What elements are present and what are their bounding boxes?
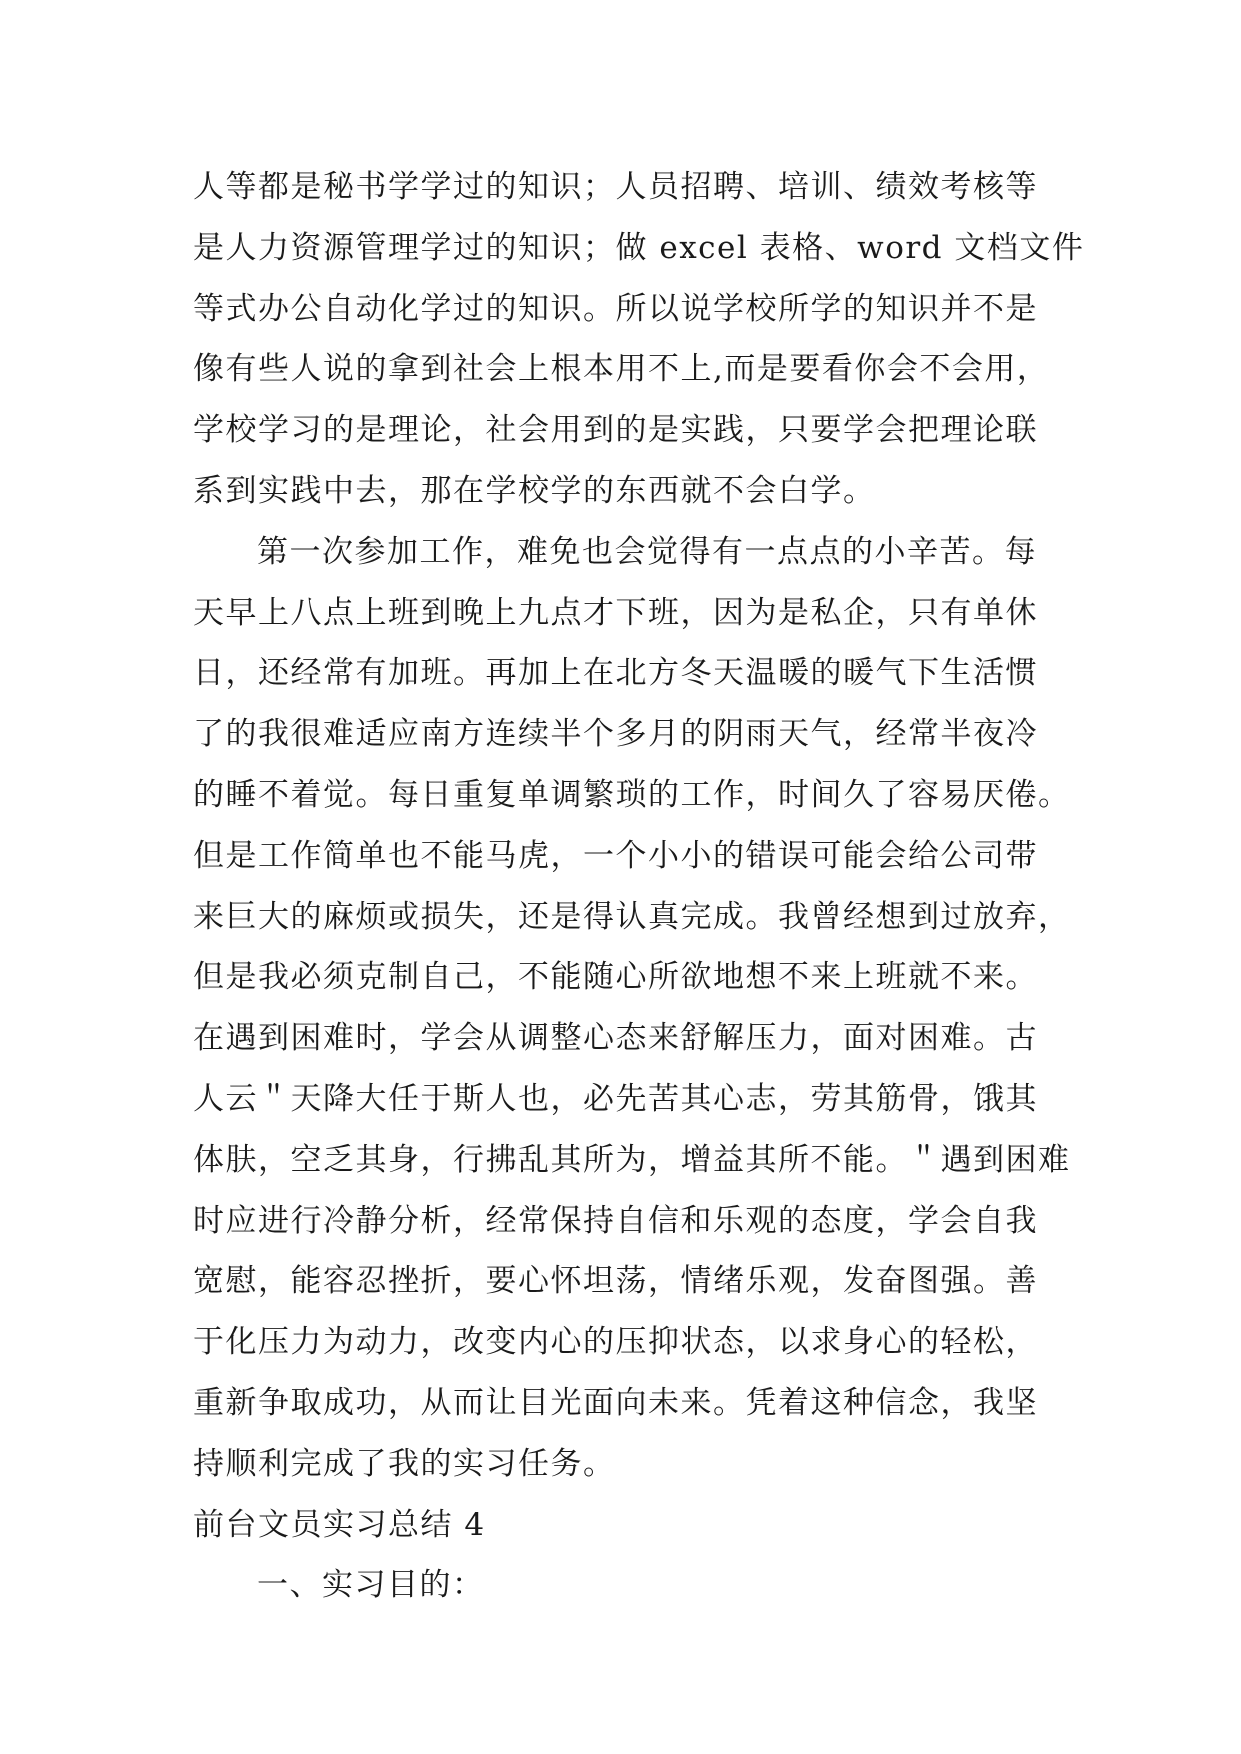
paragraph-line: 了的我很难适应南方连续半个多月的阴雨天气，经常半夜冷 bbox=[193, 716, 1038, 753]
paragraph-line: 体肤，空乏其身，行拂乱其所为，增益其所不能。＂遇到困难 bbox=[193, 1141, 1071, 1178]
paragraph-line: 于化压力为动力，改变内心的压抑状态，以求身心的轻松， bbox=[193, 1324, 1038, 1361]
paragraph-line: 第一次参加工作，难免也会觉得有一点点的小辛苦。每 bbox=[257, 533, 1037, 570]
paragraph-line: 宽慰，能容忍挫折，要心怀坦荡，情绪乐观，发奋图强。善 bbox=[193, 1263, 1038, 1300]
section-title: 前台文员实习总结 4 bbox=[193, 1506, 486, 1543]
paragraph-line: 等式办公自动化学过的知识。所以说学校所学的知识并不是 bbox=[193, 290, 1038, 327]
paragraph-line: 学校学习的是理论，社会用到的是实践，只要学会把理论联 bbox=[193, 412, 1038, 449]
paragraph-line: 来巨大的麻烦或损失，还是得认真完成。我曾经想到过放弃， bbox=[193, 898, 1071, 935]
subsection-title: 一、实习目的： bbox=[257, 1567, 485, 1604]
paragraph-line: 天早上八点上班到晚上九点才下班，因为是私企，只有单休 bbox=[193, 594, 1038, 631]
paragraph-line: 系到实践中去，那在学校学的东西就不会白学。 bbox=[193, 472, 876, 509]
paragraph-line: 在遇到困难时，学会从调整心态来舒解压力，面对困难。古 bbox=[193, 1020, 1038, 1057]
paragraph-line: 是人力资源管理学过的知识；做 excel 表格、word 文档文件 bbox=[193, 229, 1085, 266]
paragraph-line: 人云＂天降大任于斯人也，必先苦其心志，劳其筋骨，饿其 bbox=[193, 1080, 1038, 1117]
paragraph-line: 但是工作简单也不能马虎，一个小小的错误可能会给公司带 bbox=[193, 837, 1038, 874]
paragraph-line: 持顺利完成了我的实习任务。 bbox=[193, 1445, 616, 1482]
paragraph-line: 日，还经常有加班。再加上在北方冬天温暖的暖气下生活惯 bbox=[193, 655, 1038, 692]
paragraph-line: 人等都是秘书学学过的知识；人员招聘、培训、绩效考核等 bbox=[193, 169, 1038, 205]
paragraph-line: 的睡不着觉。每日重复单调繁琐的工作，时间久了容易厌倦。 bbox=[193, 776, 1071, 813]
paragraph-line: 时应进行冷静分析，经常保持自信和乐观的态度，学会自我 bbox=[193, 1202, 1038, 1239]
paragraph-line: 像有些人说的拿到社会上根本用不上,而是要看你会不会用， bbox=[193, 351, 1050, 388]
paragraph-line: 但是我必须克制自己，不能随心所欲地想不来上班就不来。 bbox=[193, 959, 1038, 996]
paragraph-line: 重新争取成功，从而让目光面向未来。凭着这种信念，我坚 bbox=[193, 1384, 1038, 1421]
document-body bbox=[193, 157, 1085, 1616]
